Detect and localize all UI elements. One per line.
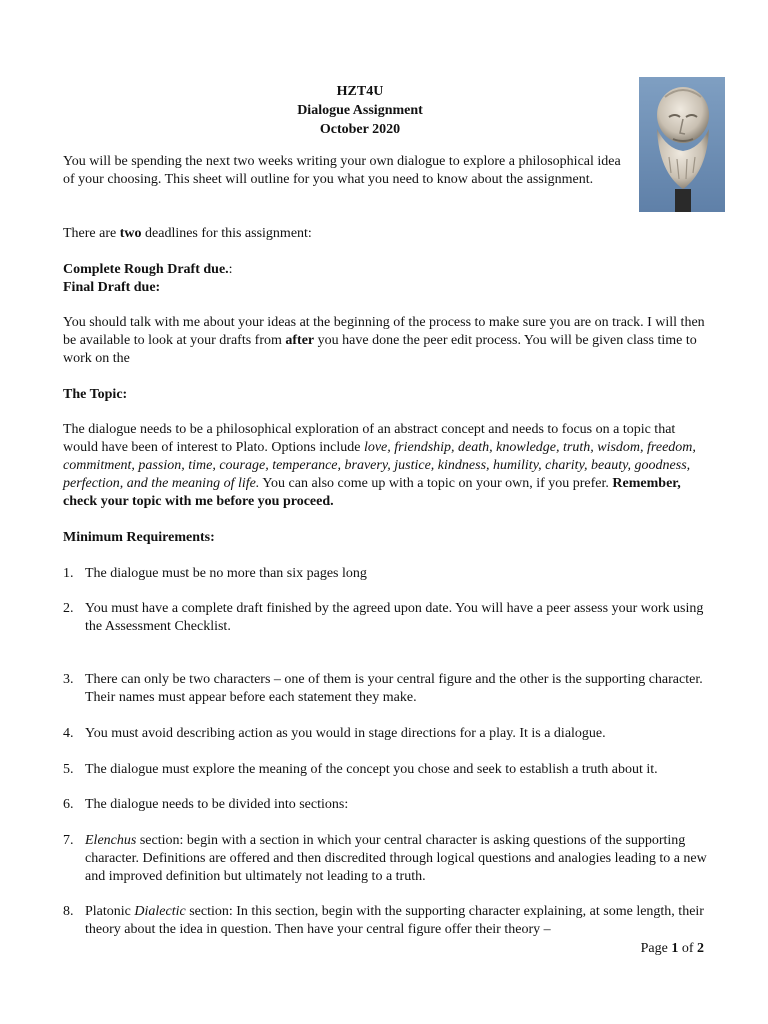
rough-draft-line [63, 261, 663, 279]
requirement-text: There can only be two characters – one of them is your central figure and the other is the supporting character. Their names must appear before each statement they make. [85, 672, 703, 705]
requirements-heading: Minimum Requirements: [63, 530, 215, 545]
topic-pre: The dialogue needs to be a philosophical exploration of an abstract concept and needs to focus on a topic that would have been of interest to Plato. Options include [63, 422, 676, 455]
requirement-text [85, 903, 713, 939]
deadlines-intro-bold: two [119, 226, 142, 241]
page-total: 2 [697, 941, 704, 956]
document-header [230, 82, 490, 139]
requirement-text: The dialogue needs to be divided into sections: [85, 797, 349, 812]
requirement-number: 7. [63, 833, 74, 848]
requirement-item [63, 832, 713, 886]
assignment-date: October 2020 [319, 122, 401, 137]
deadlines-intro-pre: There are [63, 226, 120, 241]
page-footer [641, 941, 704, 957]
requirement-number: 8. [63, 904, 74, 919]
rough-draft-label: Complete Rough Draft due. [63, 262, 229, 277]
requirement-number: 6. [63, 797, 74, 812]
requirement-item [63, 761, 713, 779]
requirement-item [63, 671, 713, 707]
rough-draft-colon: : [228, 262, 233, 277]
talk-paragraph [63, 314, 711, 368]
talk-bold: after [285, 333, 315, 348]
plato-bust-icon [639, 77, 725, 212]
elenchus-term: Elenchus [85, 833, 137, 848]
requirement-text [85, 832, 713, 886]
requirement-number: 3. [63, 672, 74, 687]
requirement-item [63, 600, 713, 636]
requirement-number: 4. [63, 726, 74, 741]
course-code: HZT4U [336, 84, 384, 99]
topic-heading: The Topic: [63, 387, 128, 402]
deadlines-intro [63, 225, 663, 243]
dialectic-term: Dialectic [134, 904, 186, 919]
page-label: Page [640, 941, 672, 956]
dialectic-text: section: In this section, begin with the supporting character explaining, at some length, their theory about the idea in question. Then have your central figure offer their theory – [85, 904, 704, 937]
topic-options: love, friendship, death, knowledge, truth, wisdom, freedom, commitment, passion, time, courage, temperance, bravery, justice, kindness, humility, charity, beauty, goodness, perfection, and the meaning of life. [63, 440, 696, 491]
requirement-number: 1. [63, 566, 74, 581]
requirement-number: 2. [63, 601, 74, 616]
requirement-text: The dialogue must be no more than six pages long [85, 566, 367, 581]
requirement-text: You must avoid describing action as you would in stage directions for a play. It is a dialogue. [85, 726, 606, 741]
requirement-item [63, 725, 713, 743]
talk-post: you have done the peer edit process. You will be given class time to work on the [63, 333, 697, 366]
final-draft-label: Final Draft due: [63, 280, 161, 295]
topic-mid: You can also come up with a topic on your own, if you prefer. [259, 476, 613, 491]
requirement-number: 5. [63, 762, 74, 777]
elenchus-text: section: begin with a section in which your central character is asking questions of the supporting character. Definitions are offered and then discredited through logical questions and analogies leading to a new and improved definition but ultimately not leading to a truth. [85, 833, 707, 884]
page-number: 1 [671, 941, 679, 956]
requirement-text: You must have a complete draft finished by the agreed upon date. You will have a peer assess your work using the Assessment Checklist. [85, 601, 704, 634]
topic-paragraph [63, 421, 709, 511]
requirement-item [63, 565, 713, 583]
intro-paragraph: You will be spending the next two weeks writing your own dialogue to explore a philosophical idea of your choosing. This sheet will outline for you what you need to know about the assignment. [63, 154, 621, 187]
deadlines-intro-post: deadlines for this assignment: [141, 226, 312, 241]
requirement-item [63, 903, 713, 939]
topic-reminder: Remember, check your topic with me before you proceed. [63, 476, 681, 509]
requirement-item [63, 796, 713, 814]
assignment-title: Dialogue Assignment [297, 103, 423, 118]
talk-pre: You should talk with me about your ideas at the beginning of the process to make sure you are on track. I will then be available to look at your drafts from [63, 315, 705, 348]
dialectic-pre: Platonic [85, 904, 135, 919]
plato-bust-image [639, 77, 725, 212]
requirement-text: The dialogue must explore the meaning of the concept you chose and seek to establish a truth about it. [85, 762, 658, 777]
page-of: of [678, 941, 697, 956]
